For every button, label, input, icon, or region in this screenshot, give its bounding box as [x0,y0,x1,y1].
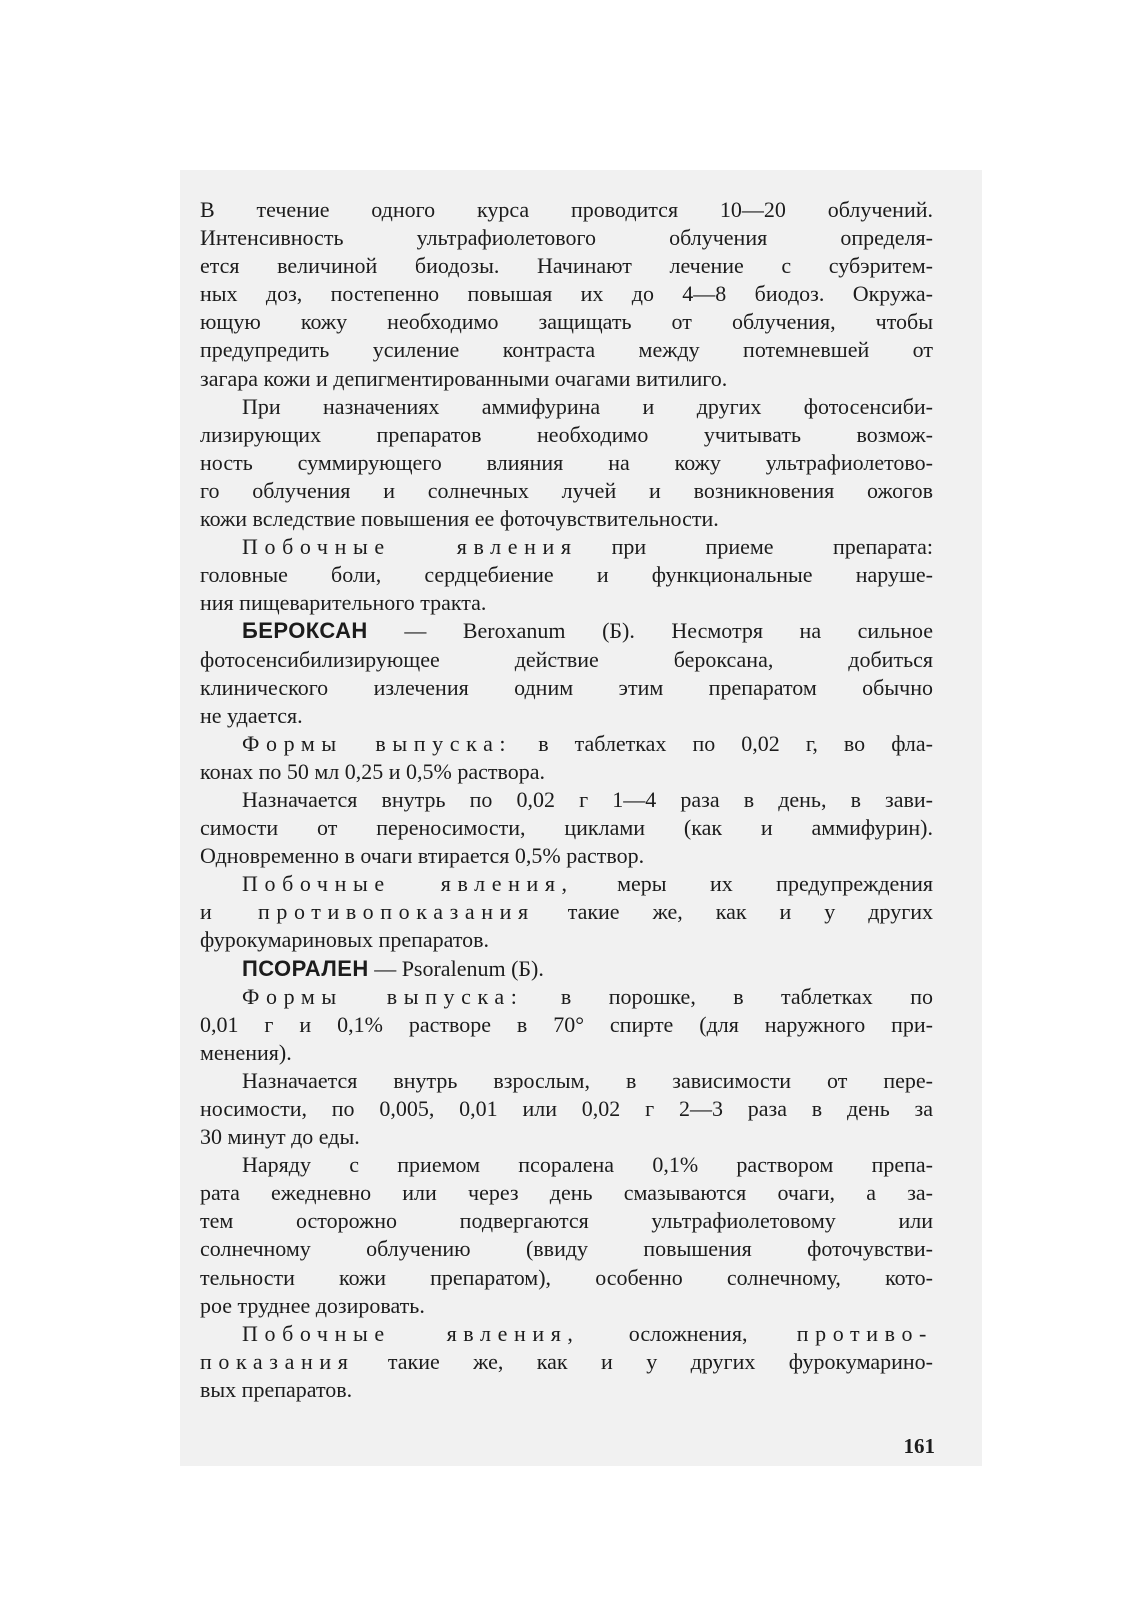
text-span: при приеме препарата: [611,534,934,560]
text-line [200,1348,933,1376]
text-line [200,533,933,561]
text-line: фурокумариновых препаратов. [200,927,490,953]
text-line [200,617,933,645]
spaced-term: Побочные явления, [242,1320,580,1346]
drug-name-psoralen: ПСОРАЛЕН [242,955,369,981]
text-line: загара кожи и депигментированными очагами витилиго. [200,365,728,391]
text-line: носимости, по 0,005, 0,01 или 0,02 г 2—3 раза в день за [200,1096,933,1121]
spaced-term: и противопоказания [200,899,535,925]
text-line: Наряду с приемом псоралена 0,1% раствором препа- [242,1152,933,1178]
text-line [200,983,933,1011]
text-line: тельности кожи препаратом), особенно солнечному, кото- [200,1264,933,1290]
text-line: В течение одного курса проводится 10—20 облучений. [200,197,933,222]
text-span: в таблетках по 0,02 г, во фла- [512,730,933,756]
spaced-term: Побочные явления [242,534,578,560]
text-line: ния пищеварительного тракта. [200,590,487,616]
text-line: лизирующих препаратов необходимо учитывать возмож- [200,421,933,447]
text-line: фотосенсибилизирующее действие бероксана, добиться [200,646,933,672]
text-line: 30 минут до еды. [200,1124,360,1150]
text-line: 0,01 г и 0,1% растворе в 70° спирте (для наружного при- [200,1011,933,1037]
text-span: меры их предупреждения [573,871,933,897]
text-line: менения). [200,1039,292,1065]
spaced-term: противо- [796,1320,933,1346]
page-body [200,196,933,1404]
text-line: конах по 50 мл 0,25 и 0,5% раствора. [200,758,546,784]
text-line [200,955,933,983]
text-line: кожи вследствие повышения ее фоточувствительности. [200,506,719,532]
text-span: осложнения, [579,1320,797,1346]
text-line: Назначается внутрь взрослым, в зависимости от пере- [242,1067,933,1093]
text-span: — Beroxanum (Б). Несмотря на сильное [367,618,933,644]
text-line: Назначается внутрь по 0,02 г 1—4 раза в день, в зави- [242,786,933,812]
text-line: рое труднее дозировать. [200,1292,425,1318]
spaced-term: Формы выпуска: [242,730,513,756]
text-line: симости от переносимости, циклами (как и аммифурин). [200,815,933,841]
text-line: го облучения и солнечных лучей и возникновения ожогов [200,477,933,503]
text-line: не удается. [200,702,303,728]
text-line: вых препаратов. [200,1376,353,1402]
spaced-term: Побочные явления, [242,871,574,897]
text-line: рата ежедневно или через день смазываются очаги, а за- [200,1180,933,1206]
text-span: — Psoralenum (Б). [368,955,544,981]
text-line: При назначениях аммифурина и других фотосенсиби- [242,393,933,419]
drug-name-beroxan: БЕРОКСАН [242,618,368,644]
text-line: солнечному облучению (ввиду повышения фоточувстви- [200,1236,933,1262]
text-line: предупредить усиление контраста между потемневшей от [200,337,933,363]
text-line: Интенсивность ультрафиолетового облучения определя- [200,225,933,251]
text-line [200,1320,933,1348]
text-line [200,898,933,926]
text-line: ется величиной биодозы. Начинают лечение с субэритем- [200,253,933,279]
text-line [200,730,933,758]
text-line: ных доз, постепенно повышая их до 4—8 биодоз. Окружа- [200,281,933,307]
page-number: 161 [903,1434,935,1458]
text-line [200,870,933,898]
text-span: в порошке, в таблетках по [523,983,933,1009]
text-line: тем осторожно подвергаются ультрафиолетовому или [200,1208,933,1234]
text-span: такие же, как и у других фурокумарино- [354,1348,933,1374]
text-line: Одновременно в очаги втирается 0,5% раствор. [200,843,645,869]
text-line: клинического излечения одним этим препаратом обычно [200,674,933,700]
spaced-term: показания [200,1348,355,1374]
text-line: ющую кожу необходимо защищать от облучения, чтобы [200,309,933,335]
spaced-term: Формы выпуска: [242,983,524,1009]
text-line: ность суммирующего влияния на кожу ультрафиолетово- [200,449,933,475]
text-span: такие же, как и у других [534,899,933,925]
text-line: головные боли, сердцебиение и функциональные наруше- [200,562,933,588]
